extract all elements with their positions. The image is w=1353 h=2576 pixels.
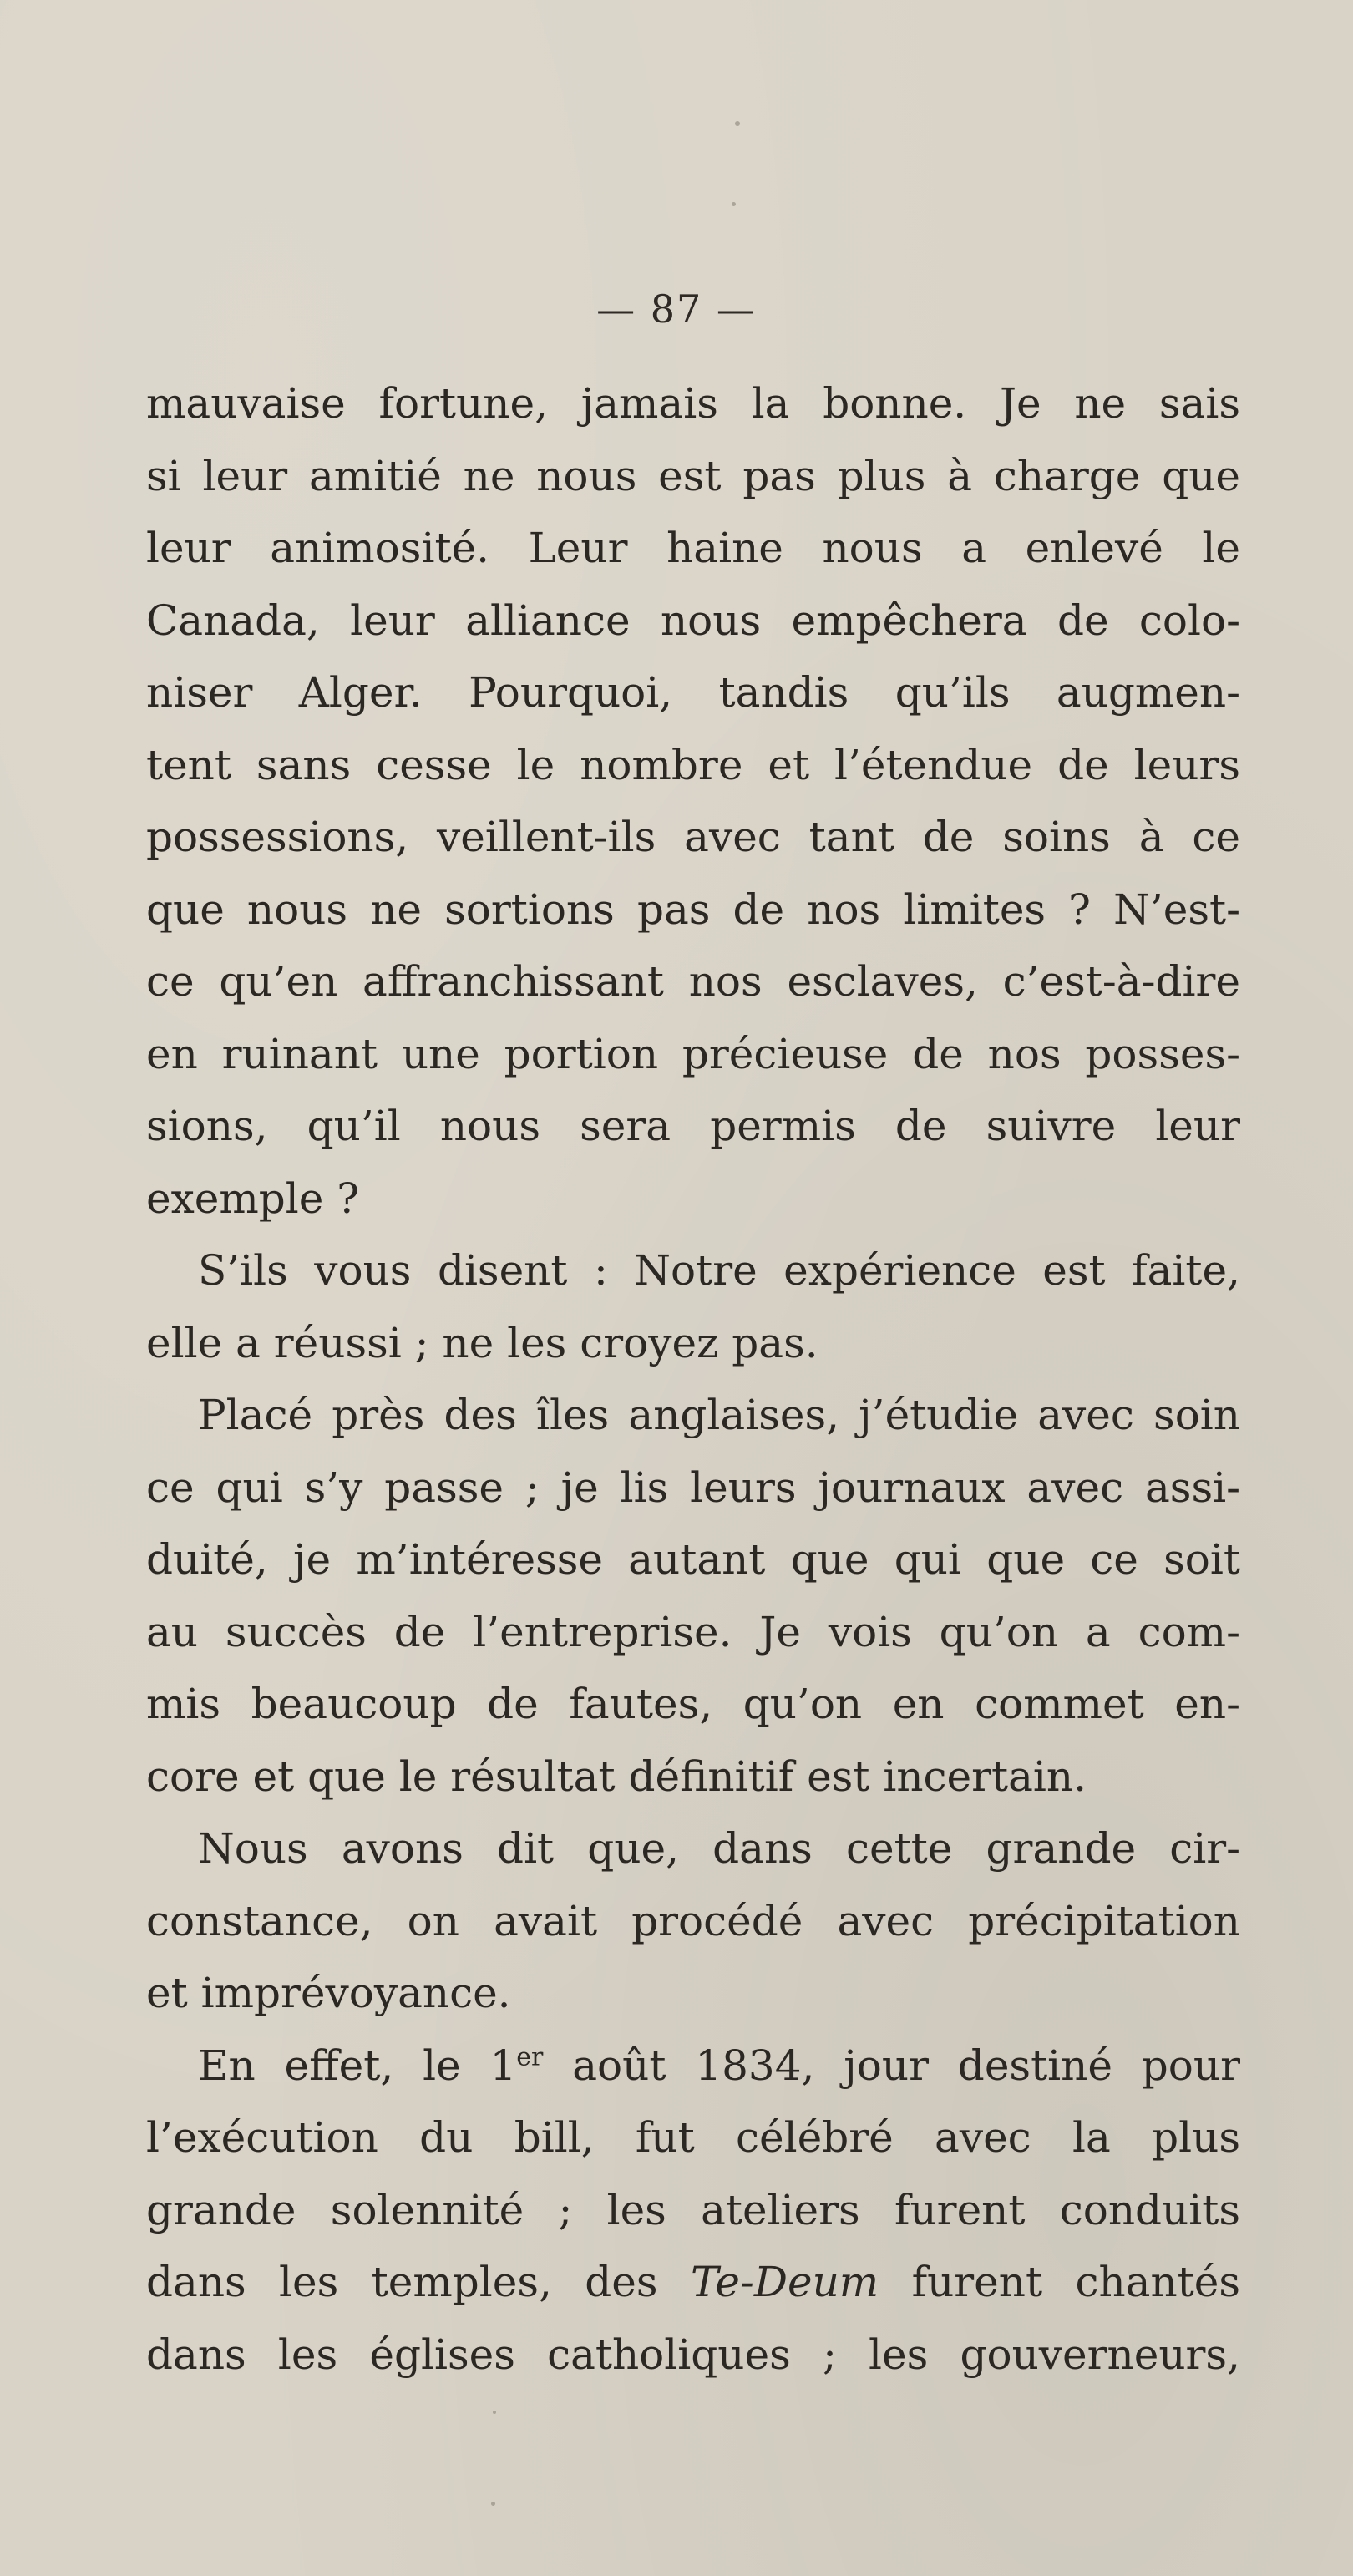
text-line-27-end: furent chantés [879,2258,1240,2306]
superscript-er: er [516,2041,544,2071]
text-line-13: S’ils vous disent : Notre expérience est faite, [198,1246,1240,1295]
paper-speck [732,202,736,206]
text-line-5: niser Alger. Pourquoi, tandis qu’ils augmen- [146,668,1240,717]
text-line-18: au succès de l’entreprise. Je vois qu’on a com- [146,1607,1240,1656]
text-line-27-start: dans les temples, des [146,2258,691,2306]
text-line-1: mauvaise fortune, jamais la bonne. Je ne sais [146,379,1240,428]
paper-speck [491,2502,495,2506]
text-line-10: en ruinant une portion précieuse de nos posses- [146,1029,1240,1078]
text-line-11: sions, qu’il nous sera permis de suivre leur [146,1102,1240,1150]
text-line-22: constance, on avait procédé avec précipitation [146,1896,1240,1945]
text-line-24-end: août 1834, jour destiné pour [543,2041,1240,2090]
text-line-14: elle a réussi ; ne les croyez pas. [146,1318,818,1367]
paper-speck [735,121,740,126]
text-line-19: mis beaucoup de fautes, qu’on en commet en- [146,1680,1240,1728]
text-line-16: ce qui s’y passe ; je lis leurs journaux avec assi- [146,1463,1240,1512]
text-line-4: Canada, leur alliance nous empêchera de colo- [146,596,1240,645]
text-line-9: ce qu’en affranchissant nos esclaves, c’est-à-dire [146,957,1240,1006]
text-line-15: Placé près des îles anglaises, j’étudie avec soin [198,1391,1240,1439]
paper-speck [493,2411,496,2414]
text-line-25: l’exécution du bill, fut célébré avec la plus [146,2113,1240,2162]
te-deum-italic: Te-Deum [690,2258,879,2306]
text-line-24-start: En effet, le 1 [198,2041,517,2090]
text-line-2: si leur amitié ne nous est pas plus à charge que [146,451,1240,500]
text-line-23: et imprévoyance. [146,1969,511,2017]
text-line-27 [146,2246,1240,2319]
text-line-6: tent sans cesse le nombre et l’étendue de leurs [146,740,1240,789]
text-line-12: exemple ? [146,1174,360,1223]
text-line-24 [146,2030,1240,2102]
text-line-21: Nous avons dit que, dans cette grande cir- [198,1824,1240,1873]
text-line-17: duité, je m’intéresse autant que qui que ce soit [146,1535,1240,1584]
text-line-8: que nous ne sortions pas de nos limites ? N’est- [146,885,1240,934]
page-number: — 87 — [596,287,757,332]
body-text [146,368,1240,2391]
text-line-20: core et que le résultat définitif est incertain. [146,1752,1087,1801]
text-line-28: dans les églises catholiques ; les gouverneurs, [146,2330,1240,2379]
text-line-3: leur animosité. Leur haine nous a enlevé le [146,524,1240,572]
text-line-26: grande solennité ; les ateliers furent conduits [146,2185,1240,2234]
text-line-7: possessions, veillent-ils avec tant de soins à ce [146,813,1240,861]
